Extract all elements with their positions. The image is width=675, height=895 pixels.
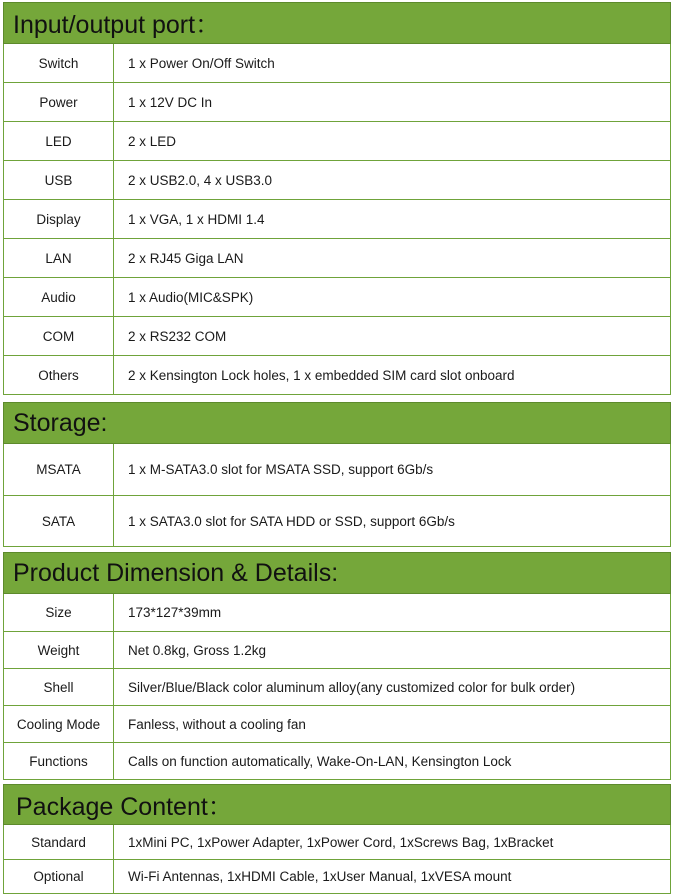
spec-label: USB bbox=[4, 161, 114, 199]
table-row bbox=[4, 238, 670, 277]
table-row bbox=[4, 825, 670, 859]
spec-value: 2 x RS232 COM bbox=[128, 328, 227, 344]
dimension-heading: Product Dimension & Details: bbox=[3, 552, 671, 594]
spec-value: Fanless, without a cooling fan bbox=[128, 716, 306, 732]
spec-value: 2 x Kensington Lock holes, 1 x embedded SIM card slot onboard bbox=[128, 367, 515, 383]
spec-value: 2 x RJ45 Giga LAN bbox=[128, 250, 244, 266]
spec-label: COM bbox=[4, 317, 114, 355]
spec-value: 1xMini PC, 1xPower Adapter, 1xPower Cord, 1xScrews Bag, 1xBracket bbox=[128, 834, 554, 850]
dimension-section bbox=[3, 552, 671, 780]
spec-value: 2 x LED bbox=[128, 133, 177, 149]
table-row bbox=[4, 277, 670, 316]
spec-value: Calls on function automatically, Wake-On-LAN, Kensington Lock bbox=[128, 753, 512, 769]
spec-label: LED bbox=[4, 122, 114, 160]
storage-section bbox=[3, 402, 671, 547]
spec-label: Weight bbox=[4, 632, 114, 668]
spec-label: Others bbox=[4, 356, 114, 394]
package-section bbox=[3, 784, 671, 894]
spec-value: Wi-Fi Antennas, 1xHDMI Cable, 1xUser Manual, 1xVESA mount bbox=[128, 869, 512, 884]
spec-value: 173*127*39mm bbox=[128, 605, 222, 620]
spec-value: Net 0.8kg, Gross 1.2kg bbox=[128, 642, 267, 658]
table-row bbox=[4, 199, 670, 238]
spec-value: 1 x Audio(MIC&SPK) bbox=[128, 289, 254, 305]
table-row bbox=[4, 121, 670, 160]
spec-value: 1 x M-SATA3.0 slot for MSATA SSD, support 6Gb/s bbox=[128, 462, 434, 477]
table-row bbox=[4, 316, 670, 355]
spec-label: Size bbox=[4, 594, 114, 631]
spec-label: SATA bbox=[4, 496, 114, 546]
dimension-table bbox=[3, 594, 671, 780]
spec-value: 1 x 12V DC In bbox=[128, 94, 213, 110]
spec-label: Shell bbox=[4, 669, 114, 705]
spec-label: Optional bbox=[4, 860, 114, 893]
spec-label: Cooling Mode bbox=[4, 706, 114, 742]
table-row bbox=[4, 160, 670, 199]
table-row bbox=[4, 444, 670, 495]
spec-value: 2 x USB2.0, 4 x USB3.0 bbox=[128, 172, 273, 188]
table-row bbox=[4, 82, 670, 121]
table-row bbox=[4, 668, 670, 705]
table-row bbox=[4, 859, 670, 893]
spec-label: Power bbox=[4, 83, 114, 121]
table-row bbox=[4, 742, 670, 779]
spec-value: 1 x Power On/Off Switch bbox=[128, 55, 275, 71]
package-heading: Package Content： bbox=[3, 784, 671, 825]
io-port-table bbox=[3, 44, 671, 395]
spec-value: 1 x VGA, 1 x HDMI 1.4 bbox=[128, 211, 265, 227]
spec-label: Audio bbox=[4, 278, 114, 316]
table-row bbox=[4, 495, 670, 546]
table-row bbox=[4, 355, 670, 394]
spec-label: MSATA bbox=[4, 444, 114, 495]
spec-value: 1 x SATA3.0 slot for SATA HDD or SSD, support 6Gb/s bbox=[128, 513, 455, 529]
table-row bbox=[4, 631, 670, 668]
io-port-heading: Input/output port： bbox=[3, 2, 671, 44]
package-table bbox=[3, 825, 671, 894]
spec-label: Functions bbox=[4, 743, 114, 779]
storage-table bbox=[3, 444, 671, 547]
spec-label: Standard bbox=[4, 825, 114, 859]
io-port-section bbox=[3, 2, 671, 395]
table-row bbox=[4, 705, 670, 742]
table-row bbox=[4, 44, 670, 82]
spec-value: Silver/Blue/Black color aluminum alloy(any customized color for bulk order) bbox=[128, 679, 576, 695]
spec-label: Display bbox=[4, 200, 114, 238]
table-row bbox=[4, 594, 670, 631]
spec-label: Switch bbox=[4, 44, 114, 82]
storage-heading: Storage: bbox=[3, 402, 671, 444]
spec-label: LAN bbox=[4, 239, 114, 277]
